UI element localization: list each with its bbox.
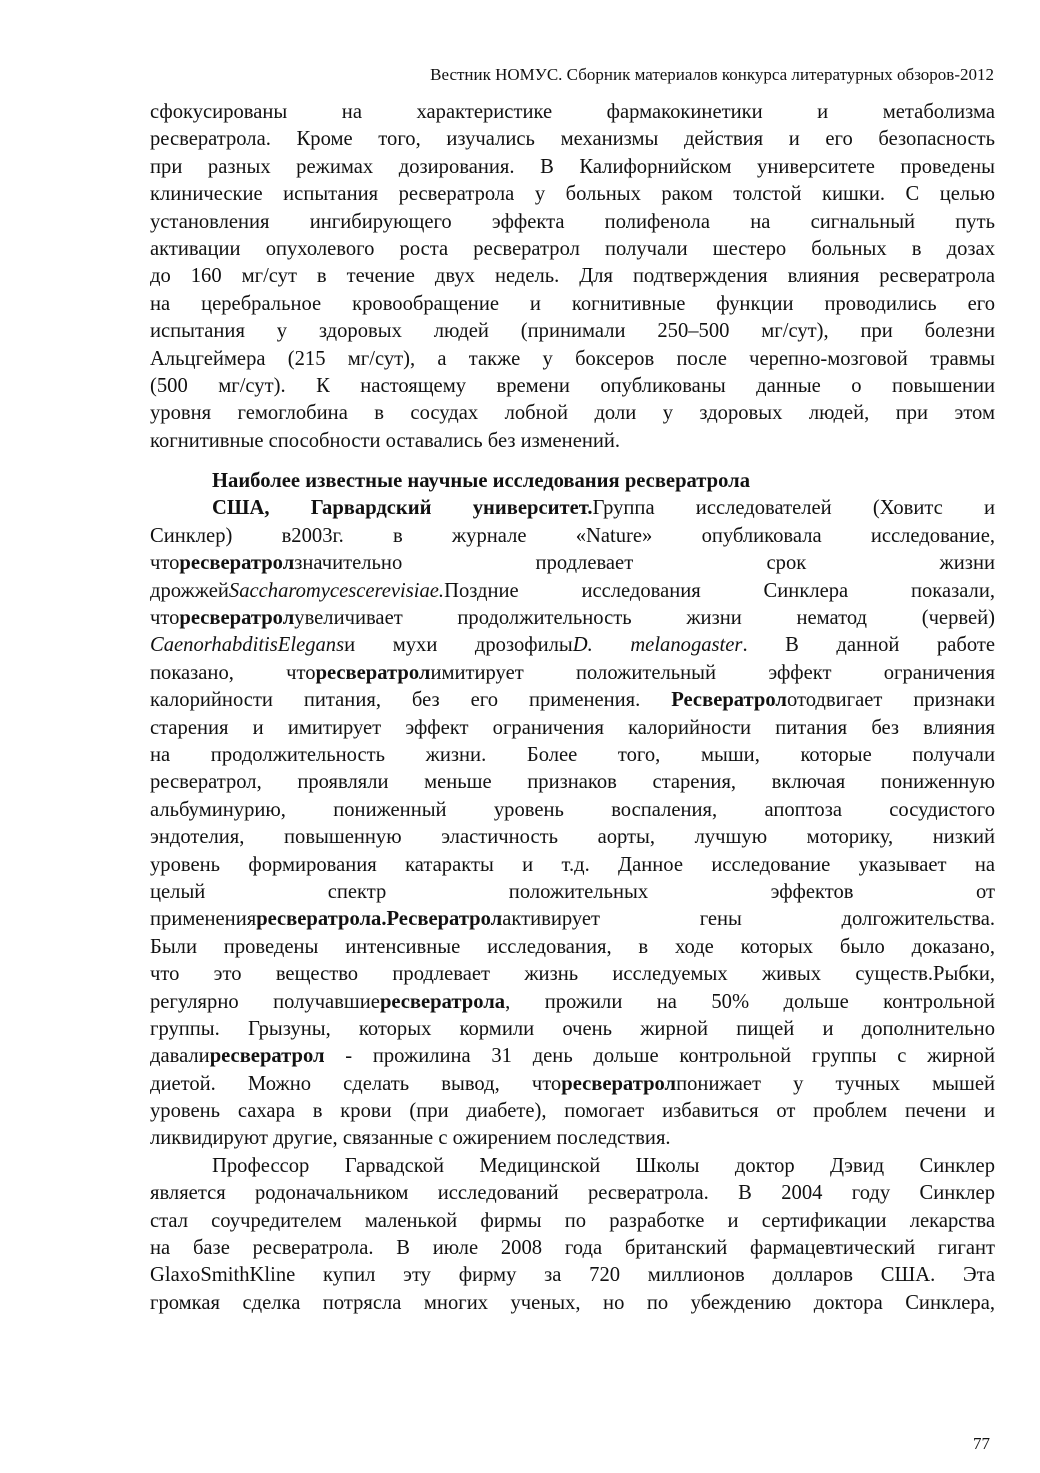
running-header: Вестник НОМУС. Сборник материалов конкурса литературных обзоров-2012 [430, 65, 994, 84]
text-line: ресвератрол, проявляли меньше признаков старения, включая пониженную [150, 771, 995, 794]
text-line: альбуминурию, пониженный уровень воспаления, апоптоза сосудистого [150, 798, 995, 821]
bold-term: Ресвератрол [671, 689, 787, 712]
text-line: стал соучредителем маленькой фирмы по разработке и сертификации лекарства [150, 1209, 995, 1232]
text-line: (500 мг/сут). К настоящему времени опубликованы данные о повышении [150, 374, 995, 397]
text-run: что [150, 607, 180, 630]
text-run: . В данной работе [742, 634, 995, 657]
text-line [150, 687, 995, 714]
italic-term: D. melanogaster [572, 634, 743, 657]
text-line [150, 989, 995, 1016]
text-line: старения и имитирует эффект ограничения калорийности питания без влияния [150, 716, 995, 739]
bold-term: США, Гарвардский университет. [212, 497, 593, 520]
text-run: имитирует положительный эффект ограничения [430, 661, 995, 684]
italic-term: Saccharomycescerevisiae. [228, 579, 445, 602]
italic-term: CaenorhabditisElegans [150, 634, 345, 657]
text-line: Синклер) в2003г. в журнале «Nature» опубликовала исследование, [150, 524, 995, 547]
text-run: что [150, 552, 180, 575]
text-run: увеличивает продолжительность жизни нематод (червей) [294, 607, 995, 630]
document-body [150, 99, 995, 1317]
page-number: 77 [973, 1434, 990, 1453]
text-run: дрожжей [150, 579, 229, 602]
text-run: давали [150, 1045, 210, 1068]
paragraph-1 [150, 99, 995, 455]
text-line [150, 605, 995, 632]
text-line: Были проведены интенсивные исследования, в ходе которых было доказано, [150, 935, 995, 958]
text-line [150, 632, 995, 659]
text-line: активации опухолевого роста ресвератрол получали шестеро больных в дозах [150, 237, 995, 260]
text-run: активирует гены долгожительства. [502, 908, 995, 931]
bold-term: ресвератрола.Ресвератрол [256, 908, 503, 931]
text-run: и мухи дрозофилы [344, 634, 573, 657]
bold-term: ресвератрол [561, 1072, 677, 1095]
text-line: является родоначальником исследований ресвератрола. В 2004 году Синклер [150, 1182, 995, 1205]
text-line: при разных режимах дозирования. В Калифорнийском университете проведены [150, 155, 995, 178]
text-run: понижает у тучных мышей [676, 1072, 995, 1095]
text-run: Группа исследователей (Ховитс и [592, 497, 995, 520]
bold-term: ресвератрол [209, 1045, 325, 1068]
text-line: группы. Грызуны, которых кормили очень жирной пищей и дополнительно [150, 1017, 995, 1040]
text-line: целый спектр положительных эффектов от [150, 880, 995, 903]
paragraph-3 [150, 1153, 995, 1317]
text-line: когнитивные способности оставались без изменений. [150, 429, 621, 452]
text-line [150, 1043, 995, 1070]
text-line: клинические испытания ресвератрола у больных раком толстой кишки. С целью [150, 183, 995, 206]
text-line: на базе ресвератрола. В июле 2008 года британский фармацевтический гигант [150, 1237, 995, 1260]
text-line: испытания у здоровых людей (принимали 250–500 мг/сут), при болезни [150, 320, 995, 343]
text-line [150, 550, 995, 577]
text-line: громкая сделка потрясла многих ученых, но по убеждению доктора Синклера, [150, 1291, 995, 1314]
text-run: , прожили на 50% дольше контрольной [505, 990, 995, 1013]
text-run: калорийности питания, без его применения. [150, 689, 672, 712]
text-line [150, 660, 995, 687]
text-line [150, 578, 995, 605]
bold-term: ресвератрола [379, 990, 506, 1013]
text-run: диетой. Можно сделать вывод, что [150, 1072, 562, 1095]
text-line: эндотелия, повышенную эластичность аорты, лучшую моторику, низкий [150, 826, 995, 849]
bold-term: ресвератрол [315, 661, 431, 684]
text-run: значительно продлевает срок жизни [294, 552, 995, 575]
text-line: GlaxoSmithKline купил эту фирму за 720 миллионов долларов США. Эта [150, 1264, 995, 1287]
text-line: на церебральное кровообращение и когнитивные функции проводились его [150, 292, 995, 315]
paragraph-2 [150, 495, 995, 1152]
text-line: уровень сахара в крови (при диабете), помогает избавиться от проблем печени и [150, 1100, 995, 1123]
bold-term: ресвератрол [179, 607, 295, 630]
section-heading: Наиболее известные научные исследования ресвератрола [212, 470, 750, 493]
text-line: сфокусированы на характеристике фармакокинетики и метаболизма [150, 101, 995, 123]
text-run: регулярно получавшие [150, 990, 380, 1013]
text-run: Поздние исследования Синклера показали, [444, 579, 995, 602]
text-line: до 160 мг/сут в течение двух недель. Для подтверждения влияния ресвератрола [150, 265, 995, 288]
text-line: Профессор Гарвадской Медицинской Школы доктор Дэвид Синклер [212, 1154, 995, 1177]
text-run: отодвигает признаки [786, 689, 995, 712]
text-line: что это вещество продлевает жизнь исследуемых живых существ.Рыбки, [150, 963, 995, 986]
text-line: уровня гемоглобина в сосудах лобной доли у здоровых людей, при этом [150, 402, 995, 425]
text-line: ресвератрола. Кроме того, изучались механизмы действия и его безопасность [150, 128, 995, 151]
text-line: на продолжительность жизни. Более того, мыши, которые получали [150, 743, 995, 766]
text-run: применения [150, 908, 257, 931]
text-run: - прожилина 31 день дольше контрольной группы с жирной [324, 1045, 995, 1068]
bold-term: ресвератрол [179, 552, 295, 575]
text-line [150, 1071, 995, 1098]
text-run: показано, что [150, 661, 316, 684]
text-line [150, 495, 995, 522]
text-line [150, 906, 995, 933]
text-line: уровень формирования катаракты и т.д. Данное исследование указывает на [150, 853, 995, 876]
text-line: установления ингибирующего эффекта полифенола на сигнальный путь [150, 210, 995, 233]
text-line: Альцгеймера (215 мг/сут), а также у боксеров после черепно-мозговой травмы [150, 347, 995, 370]
text-line: ликвидируют другие, связанные с ожирением последствия. [150, 1127, 671, 1150]
